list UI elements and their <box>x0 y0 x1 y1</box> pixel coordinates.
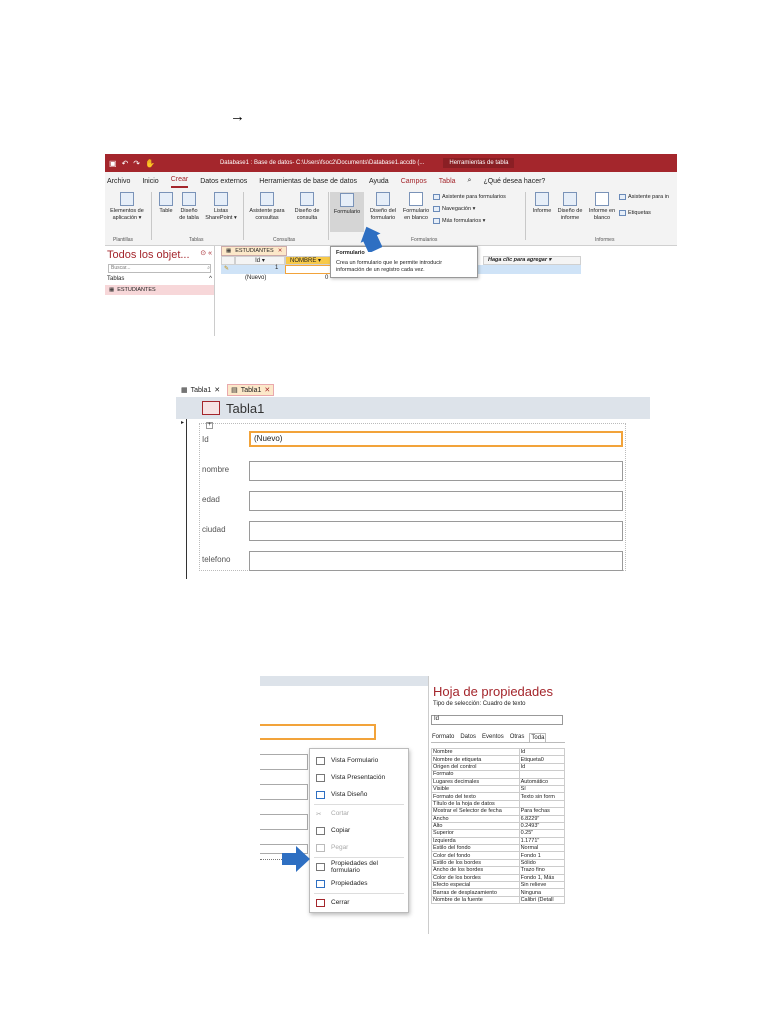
tell-me-input[interactable]: ¿Qué desea hacer? <box>483 178 546 185</box>
sharepoint-list-icon <box>214 192 228 206</box>
navigation-icon <box>433 206 440 212</box>
field-label-telefono: telefono <box>202 555 231 564</box>
form-wizard-icon <box>433 194 440 200</box>
group-formularios: Formularios <box>411 237 438 243</box>
ribbon <box>105 188 677 246</box>
group-tablas: Tablas <box>189 237 204 243</box>
table-icon: ▦ <box>109 287 115 293</box>
query-design-icon <box>300 192 314 206</box>
title-bar <box>105 154 677 172</box>
nav-search-input[interactable]: Buscar... ⌕ <box>108 264 211 273</box>
paste-icon <box>316 844 325 852</box>
tab-todas[interactable]: Toda <box>531 735 545 741</box>
property-row[interactable] <box>432 808 565 815</box>
property-value[interactable]: 0.2493" <box>519 822 564 829</box>
menu-vista-presentacion[interactable]: Vista Presentación <box>310 770 408 785</box>
design-view-icon <box>316 791 325 799</box>
property-value[interactable]: Sí <box>519 785 564 792</box>
menu-copiar[interactable]: Copiar <box>310 823 408 838</box>
form-view-icon <box>316 757 325 765</box>
tab-archivo[interactable]: Archivo <box>107 178 131 185</box>
window-title: Database1 : Base de datos- C:\Users\fsoc2\Documents\Database1.accdb (... <box>219 160 425 166</box>
property-row[interactable] <box>432 852 565 859</box>
form-icon <box>340 193 354 207</box>
table-icon: ▦ <box>226 248 232 254</box>
copy-icon <box>316 827 325 835</box>
property-sheet-title: Hoja de propiedades <box>433 684 553 699</box>
property-value[interactable]: Sin relieve <box>519 882 564 889</box>
diseno-informe-button[interactable]: Diseño de informe <box>555 192 585 222</box>
property-name: Ancho de los bordes <box>432 867 520 874</box>
tab-eventos[interactable]: Eventos <box>482 734 504 740</box>
field-label-edad: edad <box>202 495 220 504</box>
header-nombre[interactable]: NOMBRE ▾ <box>285 256 333 265</box>
form-body <box>176 419 650 578</box>
field-label-id: Id <box>202 435 209 444</box>
property-value[interactable]: Sólido <box>519 859 564 866</box>
selection-dropdown[interactable]: Id <box>431 715 563 725</box>
document-tabs <box>176 383 650 397</box>
layout-move-handle-icon[interactable]: + <box>207 422 212 428</box>
tab-tabla[interactable]: Tabla <box>438 178 456 185</box>
layout-view-icon <box>316 774 325 782</box>
property-name: Nombre de la fuente <box>432 896 520 903</box>
property-name: Formato <box>432 771 520 778</box>
textbox[interactable] <box>260 754 308 770</box>
ciudad-field[interactable] <box>249 521 623 541</box>
property-tabs <box>431 733 565 743</box>
property-value[interactable]: Automático <box>519 778 564 785</box>
textbox[interactable] <box>260 784 308 800</box>
listas-sharepoint-button[interactable]: Listas SharePoint ▾ <box>202 192 240 222</box>
nav-section-tablas[interactable]: Tablas <box>107 276 125 282</box>
property-row[interactable] <box>432 785 565 792</box>
informe-button[interactable]: Informe <box>529 192 555 215</box>
menu-vista-diseno[interactable]: Vista Diseño <box>310 787 408 802</box>
menu-cortar[interactable]: ✂ Cortar <box>316 810 350 818</box>
query-wizard-icon <box>260 192 274 206</box>
property-name: Origen del control <box>432 763 520 770</box>
property-name: Formato del texto <box>432 793 520 800</box>
redo-icon[interactable]: ↷ <box>133 158 140 168</box>
property-name: Estilo de los bordes <box>432 859 520 866</box>
right-arrow-icon: → <box>230 108 245 125</box>
property-row[interactable] <box>432 859 565 866</box>
property-name: Mostrar el Selector de fecha <box>432 808 520 815</box>
property-row[interactable] <box>432 763 565 770</box>
table-row[interactable]: ✎ 1 <box>221 265 581 274</box>
scissors-icon: ✂ <box>316 810 322 818</box>
navegacion-button[interactable]: Navegación ▾ <box>433 206 475 212</box>
property-name: Color de los bordes <box>432 874 520 881</box>
report-icon <box>535 192 549 206</box>
tab-datos[interactable]: Datos <box>460 734 477 740</box>
telefono-field[interactable] <box>249 551 623 571</box>
nombre-field[interactable] <box>249 461 623 481</box>
property-name: Color del fondo <box>432 852 520 859</box>
nav-toggle-icon[interactable]: ⊙ « <box>200 250 212 257</box>
table-row[interactable]: (Nuevo) 0 <box>245 275 329 281</box>
property-row[interactable] <box>432 845 565 852</box>
search-icon[interactable]: ⌕ <box>467 177 472 184</box>
selected-textbox[interactable] <box>260 724 376 740</box>
selection-type: Tipo de selección: Cuadro de texto <box>433 701 526 707</box>
nav-title[interactable]: Todos los objet... <box>107 249 190 261</box>
property-value[interactable]: Id <box>519 749 564 756</box>
formulario-tooltip: Formulario Crea un formulario que le permite introducir información de un registro cada vez. <box>330 246 478 278</box>
close-icon[interactable]: ✕ <box>214 387 221 394</box>
property-name: Título de la hoja de datos <box>432 800 520 807</box>
property-row[interactable] <box>432 756 565 763</box>
property-name: Visible <box>432 785 520 792</box>
blank-form-icon <box>409 192 423 206</box>
diseno-formulario-button[interactable]: Diseño del formulario <box>366 192 400 222</box>
property-name: Superior <box>432 830 520 837</box>
property-value[interactable]: Fondo 1 <box>519 852 564 859</box>
tab-campos[interactable]: Campos <box>400 178 427 185</box>
doc-tab-tabla1-form[interactable]: ▤ Tabla1 ✕ <box>227 384 274 396</box>
diseno-tabla-button[interactable]: Diseño de tabla <box>178 192 200 222</box>
group-consultas: Consultas <box>273 237 296 243</box>
property-row[interactable] <box>432 837 565 844</box>
undo-icon[interactable]: ↶ <box>121 158 129 168</box>
tab-herramientas[interactable]: Herramientas de base de datos <box>259 178 357 185</box>
property-row[interactable] <box>432 830 565 837</box>
report-wizard-icon <box>619 194 626 200</box>
menu-propiedades[interactable]: Propiedades <box>310 876 408 891</box>
elementos-aplicacion-button[interactable]: Elementos de aplicación ▾ <box>107 192 147 222</box>
blank-report-icon <box>595 192 609 206</box>
property-row[interactable] <box>432 800 565 807</box>
navigation-pane <box>105 246 215 336</box>
property-value[interactable]: Trazo fino <box>519 867 564 874</box>
access-property-sheet-screenshot <box>260 676 565 934</box>
property-row[interactable] <box>432 771 565 778</box>
property-sheet <box>428 676 565 934</box>
menu-vista-formulario[interactable]: Vista Formulario <box>310 753 408 768</box>
tab-ayuda[interactable]: Ayuda <box>368 178 389 185</box>
etiquetas-button[interactable]: Etiquetas <box>619 210 651 216</box>
save-icon[interactable]: ▣ <box>109 158 117 168</box>
group-plantillas: Plantillas <box>113 237 134 243</box>
table-design-icon <box>182 192 196 206</box>
form-properties-icon <box>316 863 325 871</box>
blue-arrow-icon <box>282 846 310 872</box>
form-design-icon <box>376 192 390 206</box>
property-row[interactable] <box>432 867 565 874</box>
property-row[interactable] <box>432 882 565 889</box>
property-name: Izquierda <box>432 837 520 844</box>
property-value[interactable]: Para fechas <box>519 808 564 815</box>
property-value[interactable] <box>519 800 564 807</box>
property-name: Alto <box>432 822 520 829</box>
property-name: Ancho <box>432 815 520 822</box>
group-informes: Informes <box>595 237 615 243</box>
report-design-icon <box>563 192 577 206</box>
nombre-cell[interactable] <box>285 265 333 274</box>
informe-blanco-button[interactable]: Informe en blanco <box>587 192 617 222</box>
property-name: Nombre de etiqueta <box>432 756 520 763</box>
search-icon: ⌕ <box>207 265 210 271</box>
property-value[interactable]: 1.1771" <box>519 837 564 844</box>
property-name: Barras de desplazamiento <box>432 889 520 896</box>
property-name: Lugares decimales <box>432 778 520 785</box>
property-value[interactable]: 0.25" <box>519 830 564 837</box>
field-label-ciudad: ciudad <box>202 525 226 534</box>
property-name: Estilo del fondo <box>432 845 520 852</box>
property-name: Nombre <box>432 749 520 756</box>
menu-cerrar[interactable]: Cerrar <box>310 895 408 910</box>
touch-icon[interactable]: ✋ <box>144 158 155 168</box>
property-row[interactable] <box>432 815 565 822</box>
property-row[interactable] <box>432 793 565 800</box>
header-add-field[interactable]: Haga clic para agregar ▾ <box>483 256 581 265</box>
asistente-informes-button[interactable]: Asistente para in <box>619 194 669 200</box>
doc-tab-tabla1-table[interactable]: ▦ Tabla1 ✕ <box>181 386 221 394</box>
property-row[interactable] <box>432 889 565 896</box>
formulario-button[interactable]: Formulario <box>330 192 364 232</box>
form-icon <box>202 401 220 415</box>
form-header <box>176 397 650 419</box>
property-value[interactable]: 6.8229" <box>519 815 564 822</box>
asistente-consultas-button[interactable]: Asistente para consultas <box>247 192 287 222</box>
property-row[interactable] <box>432 874 565 881</box>
menu-pegar[interactable]: Pegar <box>310 840 408 855</box>
property-row[interactable] <box>432 896 565 903</box>
tab-otras[interactable]: Otras <box>509 734 525 740</box>
property-value[interactable]: Etiqueta0 <box>519 756 564 763</box>
property-value[interactable]: Texto sin form <box>519 793 564 800</box>
property-value[interactable]: Fondo 1, Más <box>519 874 564 881</box>
blue-arrow-icon <box>360 226 382 252</box>
tab-inicio[interactable]: Inicio <box>142 178 159 185</box>
table-icon: ▦ <box>181 387 188 394</box>
asistente-formularios-button[interactable]: Asistente para formularios <box>433 194 506 200</box>
access-form-view-screenshot <box>176 383 650 578</box>
tab-crear[interactable]: Crear <box>171 176 189 188</box>
context-menu <box>309 748 409 913</box>
collapse-icon[interactable]: ^ <box>209 276 212 282</box>
tab-formato[interactable]: Formato <box>432 734 455 740</box>
ribbon-tabs <box>105 172 677 188</box>
field-label-nombre: nombre <box>202 465 230 474</box>
close-icon[interactable]: ✕ <box>277 248 283 254</box>
app-parts-icon <box>120 192 134 206</box>
record-selector-icon[interactable]: ▸ <box>181 420 185 426</box>
property-value[interactable]: Normal <box>519 845 564 852</box>
property-row[interactable] <box>432 822 565 829</box>
textbox[interactable] <box>260 814 308 830</box>
nav-item-estudiantes[interactable]: ▦ ESTUDIANTES <box>105 285 214 295</box>
property-table <box>431 748 565 904</box>
edad-field[interactable] <box>249 491 623 511</box>
property-value[interactable] <box>519 771 564 778</box>
properties-icon <box>316 880 325 888</box>
property-value[interactable]: Id <box>519 763 564 770</box>
form-title: Tabla1 <box>226 400 265 416</box>
mas-formularios-button[interactable]: Más formularios ▾ <box>433 218 485 224</box>
form-icon: ▤ <box>231 387 238 394</box>
table-button[interactable]: Table <box>155 192 177 215</box>
close-icon[interactable]: ✕ <box>264 387 271 394</box>
diseno-consulta-button[interactable]: Diseño de consulta <box>289 192 325 222</box>
menu-propiedades-formulario[interactable]: Propiedades del formulario <box>310 859 408 874</box>
table-icon <box>159 192 173 206</box>
property-row[interactable] <box>432 749 565 756</box>
header-id[interactable]: Id ▾ <box>235 256 285 265</box>
property-value[interactable]: Ninguna <box>519 889 564 896</box>
formulario-blanco-button[interactable]: Formulario en blanco <box>401 192 431 222</box>
property-name: Efecto especial <box>432 882 520 889</box>
doc-tab-estudiantes[interactable]: ▦ ESTUDIANTES ✕ <box>221 246 287 256</box>
labels-icon <box>619 210 626 216</box>
more-forms-icon <box>433 218 440 224</box>
access-create-ribbon-screenshot <box>105 154 677 336</box>
tab-datos-externos[interactable]: Datos externos <box>200 178 248 185</box>
property-row[interactable] <box>432 778 565 785</box>
context-title: Herramientas de tabla <box>443 158 514 168</box>
close-icon <box>316 899 325 907</box>
edit-pencil-icon: ✎ <box>224 266 230 272</box>
property-value[interactable]: Calibri (Detall <box>519 896 564 903</box>
form-design-area <box>260 676 428 934</box>
id-field[interactable]: (Nuevo) <box>249 431 623 447</box>
